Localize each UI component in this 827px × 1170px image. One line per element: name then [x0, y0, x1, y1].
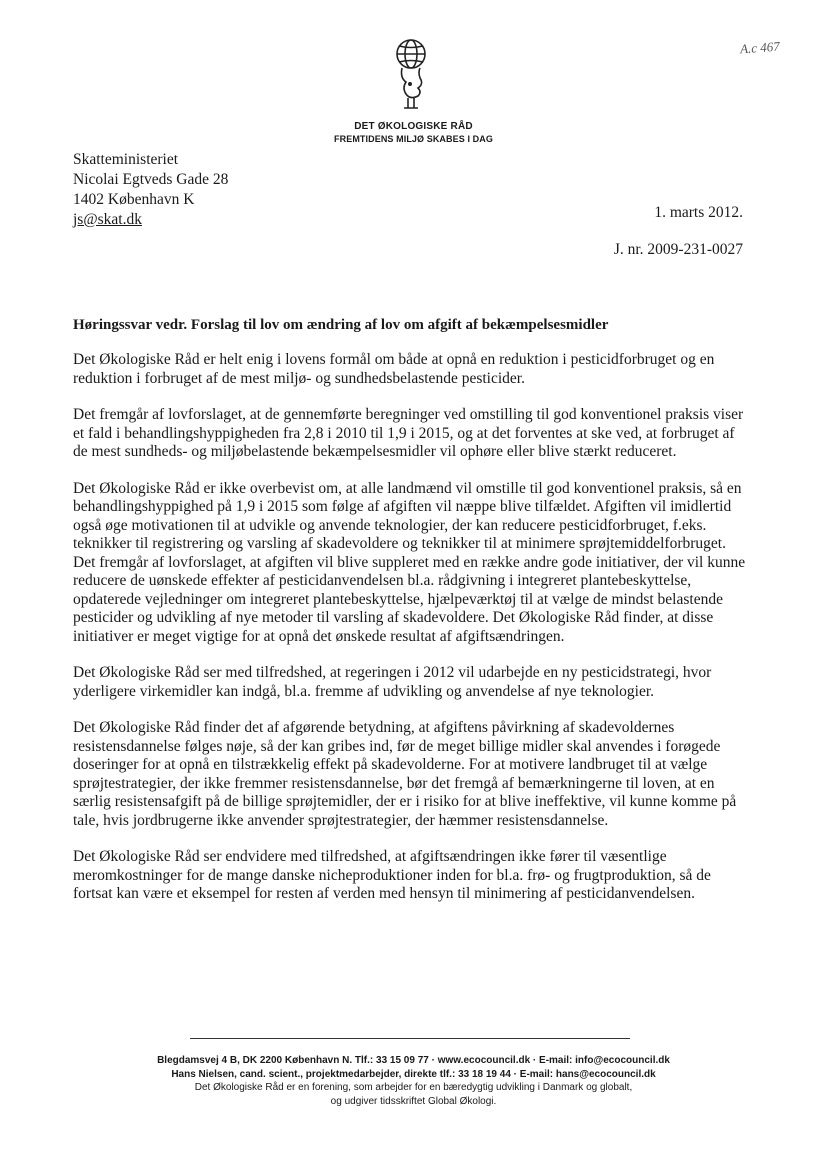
footer-description: Det Økologiske Råd er en forening, som arbejder for en bæredygtig udvikling i Danmark og globalt,: [194, 1082, 633, 1093]
footer: [0, 1054, 827, 1108]
paragraph: Det Økologiske Råd ser med tilfredshed, at regeringen i 2012 vil udarbejde en ny pesticidstrategi, hvor yderligere virkemidler kan indgå, bl.a. fremme af udvikling og anvendelse af nye teknologier.: [73, 664, 712, 700]
org-logo-globe-icon: [380, 36, 442, 116]
paragraph: Det fremgår af lovforslaget, at afgiften vil blive suppleret med en række andre gode initiativer, der vil kunne reducere de uønskede effekter af pesticidanvendelsen bl.a. rådgivning i integreret plantebeskyttelse, opdaterede vejledninger om integreret plantebeskyttelse, hjælpeværktøj til at vælge de mindst belastende pesticider og udvikling af nye metoder til varsling af skadevoldere. Det Økologiske Råd finder, at disse initiativer er meget vigtige for at opnå det ønskede resultat af afgiftsændringen.: [73, 553, 746, 645]
journal-number: J. nr. 2009-231-0027: [613, 241, 743, 258]
recipient-email-link[interactable]: js@skat.dk: [73, 211, 142, 228]
recipient-street: Nicolai Egtveds Gade 28: [73, 171, 229, 188]
footer-divider: [190, 1038, 630, 1039]
paragraph: Det Økologiske Råd er ikke overbevist om, at alle landmænd vil omstille til god konventionel praksis, så en behandlingshyppighed på 1,9 i 2015 som følge af afgiften vil næppe blive tilfældet. Afgiften vil imidlertid også øge motivationen til at udvikle og anvende teknologier, der kan reducere pesticidforbruget, f.eks. teknikker til registrering og varsling af skadevoldere og teknikker til at minimere sprøjtemiddelforbruget.: [73, 479, 742, 552]
org-tagline: FREMTIDENS MILJØ SKABES I DAG: [334, 134, 493, 144]
paragraph: Det Økologiske Råd finder det af afgørende betydning, at afgiftens påvirkning af skadevoldernes resistensdannelse følges nøje, så der kan gribes ind, før de meget billige midler skal anvendes i forøgede doseringer for at opnå en tilstrækkelig effekt på skadevolderne. For at motivere landbruget til at vælge sprøjtestrategier, der ikke fremmer resistensdannelse, bør det fremgå af bemærkningerne til loven, at en særlig resistensafgift på de billige sprøjtemidler, der er i risiko for at blive ineffektive, vil kunne komme på tale, hvis jordbrugerne ikke anvender sprøjtestrategier, der hæmmer resistensdannelse.: [73, 719, 737, 829]
letter-subject: Høringssvar vedr. Forslag til lov om ændring af lov om afgift af bekæmpelsesmidler: [73, 317, 609, 333]
handwritten-note: A.c 467: [739, 38, 781, 57]
paragraph: Det Økologiske Råd er helt enig i lovens formål om både at opnå en reduktion i pesticidforbruget og en reduktion i forbruget af de mest miljø- og sundhedsbelastende pesticider.: [73, 351, 715, 387]
letter-body: [73, 351, 753, 904]
paragraph: Det Økologiske Råd ser endvidere med tilfredshed, at afgiftsændringen ikke fører til væsentlige meromkostninger for de mange danske nicheproduktioner inden for bl.a. frø- og frugtproduktion, så de fortsat kan være et eksempel for resten af verden med hensyn til minimering af pesticidanvendelsen.: [73, 848, 711, 902]
footer-contact: Blegdamsvej 4 B, DK 2200 København N. Tlf.: 33 15 09 77 · www.ecocouncil.dk · E-mail: info@ecocouncil.dk: [157, 1055, 670, 1066]
recipient-city: 1402 København K: [73, 191, 195, 208]
recipient-address: [73, 150, 228, 230]
recipient-name: Skatteministeriet: [73, 151, 179, 168]
org-name: DET ØKOLOGISKE RÅD: [354, 121, 473, 132]
footer-description-2: og udgiver tidsskriftet Global Økologi.: [330, 1095, 497, 1107]
paragraph: Det fremgår af lovforslaget, at de gennemførte beregninger ved omstilling til god konventionel praksis viser et fald i behandlingshyppigheden fra 2,8 i 2010 til 1,9 i 2015, og at det forventes at ske ved, at forbruget af de mest sundheds- og miljøbelastende bekæmpelsesmidler vil ophøre eller blive stærkt reduceret.: [73, 406, 744, 460]
footer-contact-person: Hans Nielsen, cand. scient., projektmedarbejder, direkte tlf.: 33 18 19 44 · E-mail: hans@ecocouncil.dk: [171, 1068, 656, 1080]
letter-date: 1. marts 2012.: [654, 204, 743, 221]
